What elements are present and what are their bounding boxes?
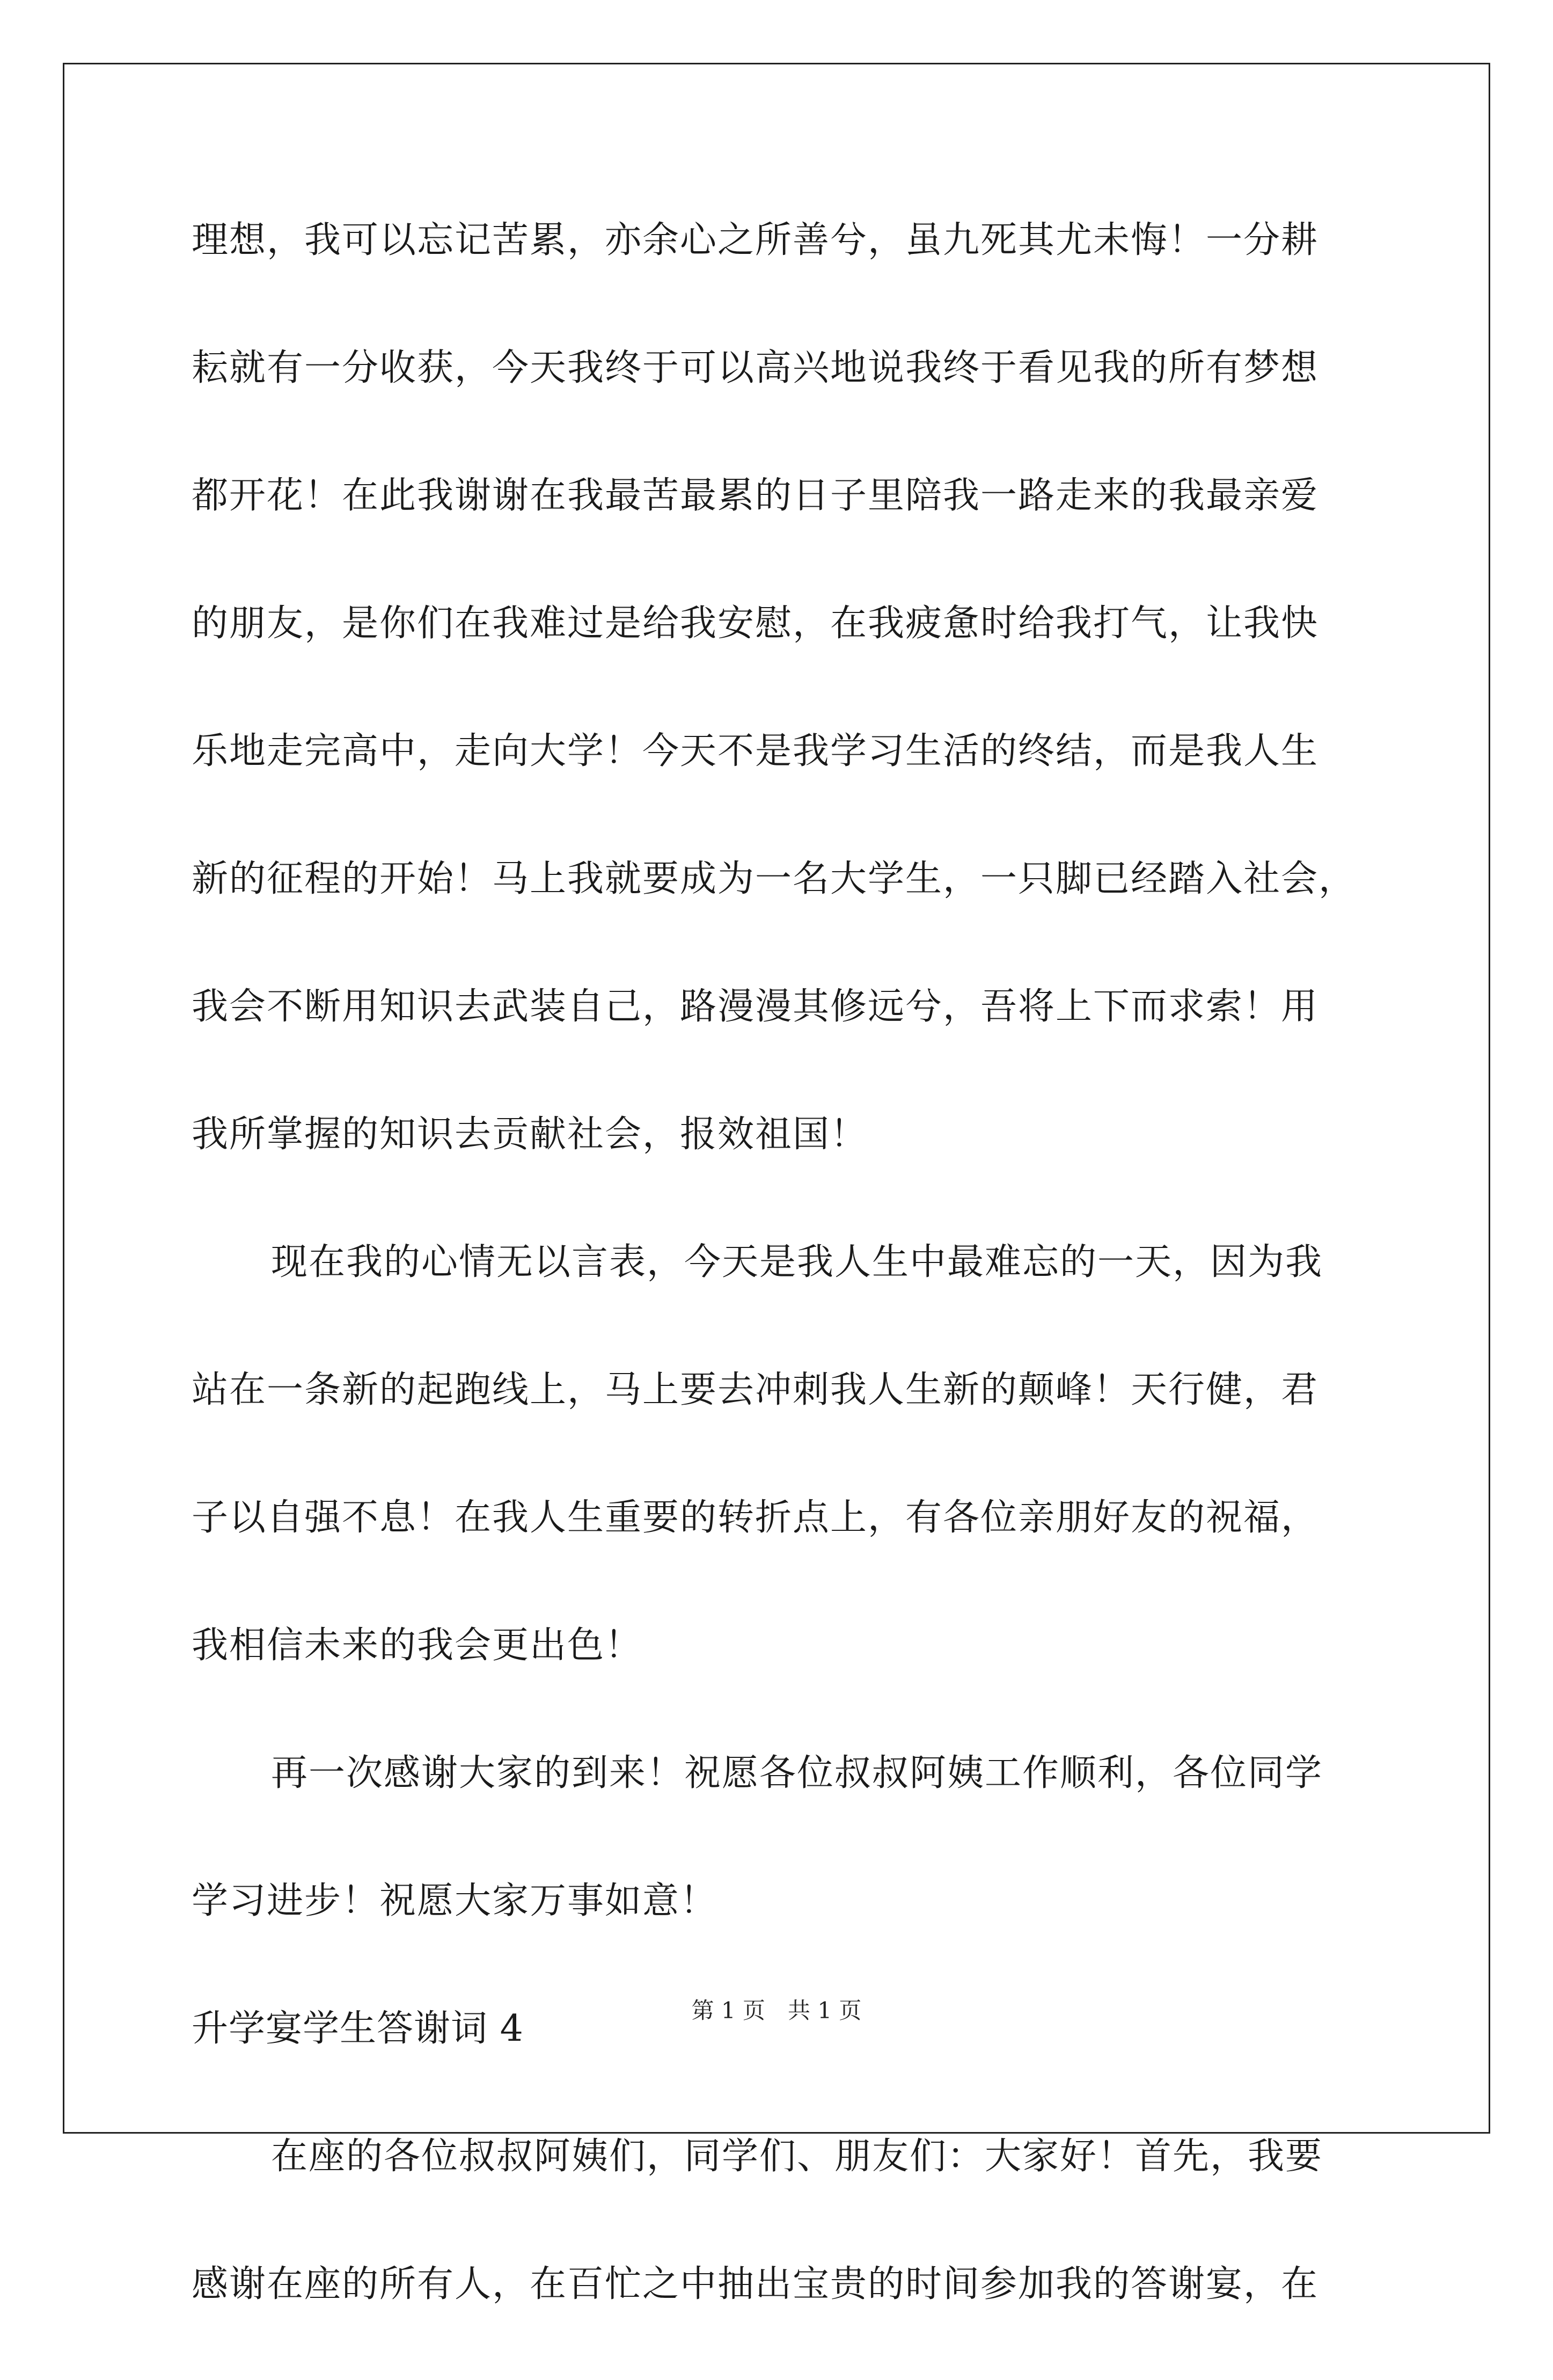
- paragraph-start-line: 再一次感谢大家的到来！祝愿各位叔叔阿姨工作顺利，各位同学: [271, 1752, 1323, 1794]
- text-line: 站在一条新的起跑线上，马上要去冲刺我人生新的颠峰！天行健，君: [192, 1369, 1319, 1411]
- text-line: 感谢在座的所有人，在百忙之中抽出宝贵的时间参加我的答谢宴，在: [192, 2263, 1319, 2305]
- document-body: [192, 208, 1367, 2380]
- text-line: 子以自强不息！在我人生重要的转折点上，有各位亲朋好友的祝福，: [192, 1496, 1319, 1539]
- text-line: 耘就有一分收获，今天我终于可以高兴地说我终于看见我的所有梦想: [192, 347, 1319, 389]
- paragraph-start-line: 现在我的心情无以言表，今天是我人生中最难忘的一天，因为我: [271, 1241, 1323, 1283]
- text-line: 乐地走完高中，走向大学！今天不是我学习生活的终结，而是我人生: [192, 730, 1319, 772]
- text-line: 理想，我可以忘记苦累，亦余心之所善兮，虽九死其尤未悔！一分耕: [192, 219, 1319, 261]
- text-line: 我相信未来的我会更出色！: [192, 1624, 643, 1667]
- page-number-footer: 第 1 页 共 1 页: [691, 1997, 862, 2024]
- text-line: 学习进步！祝愿大家万事如意！: [192, 1880, 718, 1922]
- text-line: 新的征程的开始！马上我就要成为一名大学生，一只脚已经踏入社会，: [192, 858, 1357, 900]
- text-line: 我所掌握的知识去贡献社会，报效祖国！: [192, 1113, 868, 1156]
- text-line: 我会不断用知识去武装自己，路漫漫其修远兮，吾将上下而求索！用: [192, 985, 1319, 1028]
- text-line: 的朋友，是你们在我难过是给我安慰，在我疲惫时给我打气，让我快: [192, 602, 1319, 645]
- paragraph-start-line: 在座的各位叔叔阿姨们，同学们、朋友们：大家好！首先，我要: [271, 2135, 1323, 2178]
- text-line: 都开花！在此我谢谢在我最苦最累的日子里陪我一路走来的我最亲爱: [192, 474, 1319, 517]
- section-heading: 升学宴学生答谢词 4: [192, 2007, 524, 2050]
